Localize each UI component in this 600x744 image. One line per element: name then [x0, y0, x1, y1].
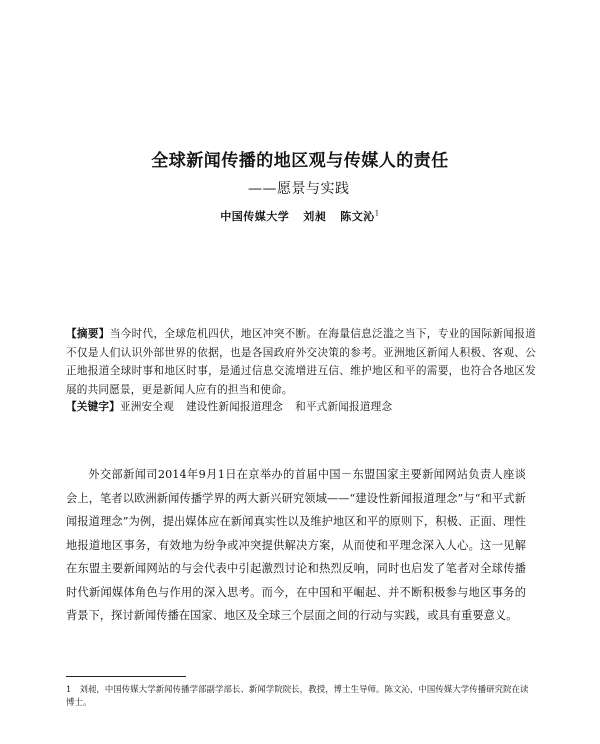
- paper-subtitle: ——愿景与实践: [248, 181, 350, 197]
- abstract-label: 【摘要】: [66, 328, 110, 340]
- author-name: 陈文沁: [340, 210, 375, 223]
- keyword-item: 亚洲安全观: [119, 401, 174, 413]
- abstract: [66, 325, 536, 399]
- keyword-item: 和平式新闻报道理念: [295, 401, 393, 413]
- footnote-number: 1: [66, 684, 72, 694]
- footnote-marker: 1: [374, 209, 380, 218]
- body-paragraph: 外交部新闻司2014年9月1日在京举办的首届中国－东盟国家主要新闻网站负责人座谈会上，笔者以欧洲新闻传播学界的两大新兴研究领域——“建设性新闻报道理念”与“和平式新闻报道理念”为例，提出媒体应在新闻真实性以及维护地区和平的原则下，积极、正面、理性地报道地区事务，有效地为纷争或冲突提供解决方案，从而使和平理念深入人心。这一见解在东盟主要新闻网站的与会代表中引起激烈讨论和热烈反响，同时也启发了笔者对全球传播时代新闻媒体角色与作用的深入思考。而今，在中国和平崛起、并不断积极参与地区事务的背景下，探讨新闻传播在国家、地区及全球三个层面之间的行动与实践，或具有重要意义。: [66, 468, 526, 622]
- keyword-item: 建设性新闻报道理念: [185, 401, 284, 413]
- keywords-label: 【关键字】: [66, 401, 120, 413]
- footnote: [66, 683, 532, 709]
- author-name: 刘昶: [303, 210, 327, 223]
- paper-title: 全球新闻传播的地区观与传媒人的责任: [151, 151, 449, 171]
- author-line: [0, 208, 600, 224]
- footnote-divider: [66, 676, 186, 677]
- abstract-text: 当今时代，全球危机四伏，地区冲突不断。在海量信息泛滥之当下，专业的国际新闻报道不仅是人们认识外部世界的依据，也是各国政府外交决策的参考。亚洲地区新闻人积极、客观、公正地报道全球时事和地区时事，是通过信息交流增进互信、维护地区和平的需要，也符合各地区发展的共同愿景，更是新闻人应有的担当和使命。: [66, 328, 536, 396]
- author-affiliation: 中国传媒大学: [220, 210, 290, 223]
- footnote-text: 刘昶，中国传媒大学新闻传播学部副学部长、新闻学院院长，教授，博士生导师。陈文沁，中国传媒大学传播研究院在读博士。: [66, 684, 529, 707]
- keywords: [66, 398, 536, 417]
